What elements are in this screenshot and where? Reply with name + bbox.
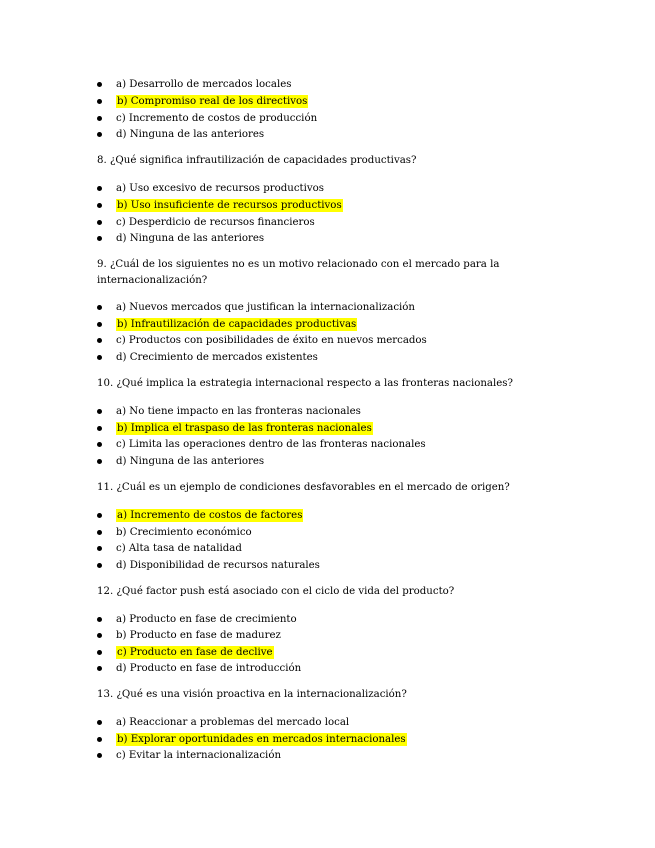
- option-text: d) Disponibilidad de recursos naturales: [116, 560, 320, 571]
- option-text-highlighted: b) Uso insuficiente de recursos productivos: [117, 200, 342, 211]
- bullet-icon: [97, 563, 102, 568]
- option-text: d) Ninguna de las anteriores: [116, 129, 265, 140]
- option-text: c) Alta tasa de natalidad: [116, 543, 242, 554]
- bullet-icon: [97, 459, 102, 464]
- question-11: 11. ¿Cuál es un ejemplo de condiciones desfavorables en el mercado de origen?: [97, 482, 510, 493]
- question-12: 12. ¿Qué factor push está asociado con el ciclo de vida del producto?: [97, 586, 455, 597]
- option-text: c) Limita las operaciones dentro de las fronteras nacionales: [116, 439, 426, 450]
- option-text: d) Ninguna de las anteriores: [116, 456, 265, 467]
- option-text-highlighted: c) Producto en fase de declive: [117, 647, 273, 658]
- option-text: a) Reaccionar a problemas del mercado local: [116, 717, 350, 728]
- bullet-icon: [97, 666, 102, 671]
- option-text: c) Productos con posibilidades de éxito en nuevos mercados: [116, 335, 427, 346]
- option-text-highlighted: b) Explorar oportunidades en mercados internacionales: [117, 734, 406, 745]
- bullet-icon: [97, 82, 102, 87]
- bullet-icon: [97, 650, 102, 655]
- option-text: b) Producto en fase de madurez: [116, 630, 281, 641]
- bullet-icon: [97, 530, 102, 535]
- bullet-icon: [97, 753, 102, 758]
- bullet-icon: [97, 305, 102, 310]
- bullet-icon: [97, 633, 102, 638]
- bullet-icon: [97, 236, 102, 241]
- option-text-highlighted: b) Infrautilización de capacidades productivas: [117, 319, 357, 330]
- bullet-icon: [97, 99, 102, 104]
- bullet-icon: [97, 617, 102, 622]
- bullet-icon: [97, 220, 102, 225]
- bullet-icon: [97, 132, 102, 137]
- option-text-highlighted: a) Incremento de costos de factores: [117, 510, 303, 521]
- bullet-icon: [97, 338, 102, 343]
- option-text-highlighted: b) Compromiso real de los directivos: [117, 96, 308, 107]
- option-text: d) Crecimiento de mercados existentes: [116, 352, 318, 363]
- option-text-highlighted: b) Implica el traspaso de las fronteras nacionales: [117, 423, 372, 434]
- option-text: a) Uso excesivo de recursos productivos: [116, 183, 325, 194]
- bullet-icon: [97, 720, 102, 725]
- bullet-icon: [97, 186, 102, 191]
- option-text: a) Producto en fase de crecimiento: [116, 614, 297, 625]
- option-text: a) Desarrollo de mercados locales: [116, 79, 292, 90]
- option-text: b) Crecimiento económico: [116, 527, 252, 538]
- bullet-icon: [97, 513, 102, 518]
- bullet-icon: [97, 322, 102, 327]
- option-text: a) No tiene impacto en las fronteras nacionales: [116, 406, 361, 417]
- option-text: c) Incremento de costos de producción: [116, 113, 318, 124]
- option-text: c) Evitar la internacionalización: [116, 750, 282, 761]
- question-9: 9. ¿Cuál de los siguientes no es un motivo relacionado con el mercado para la: [97, 259, 500, 270]
- bullet-icon: [97, 546, 102, 551]
- question-10: 10. ¿Qué implica la estrategia internacional respecto a las fronteras nacionales?: [97, 378, 513, 389]
- question-13: 13. ¿Qué es una visión proactiva en la internacionalización?: [97, 689, 407, 700]
- bullet-icon: [97, 355, 102, 360]
- option-text: a) Nuevos mercados que justifican la internacionalización: [116, 302, 415, 313]
- bullet-icon: [97, 442, 102, 447]
- bullet-icon: [97, 203, 102, 208]
- option-text: d) Ninguna de las anteriores: [116, 233, 265, 244]
- bullet-icon: [97, 426, 102, 431]
- option-text: c) Desperdicio de recursos financieros: [116, 217, 315, 228]
- bullet-icon: [97, 409, 102, 414]
- bullet-icon: [97, 116, 102, 121]
- question-8: 8. ¿Qué significa infrautilización de capacidades productivas?: [97, 155, 417, 166]
- question-9-line2: internacionalización?: [97, 275, 208, 286]
- option-text: d) Producto en fase de introducción: [116, 663, 302, 674]
- bullet-icon: [97, 737, 102, 742]
